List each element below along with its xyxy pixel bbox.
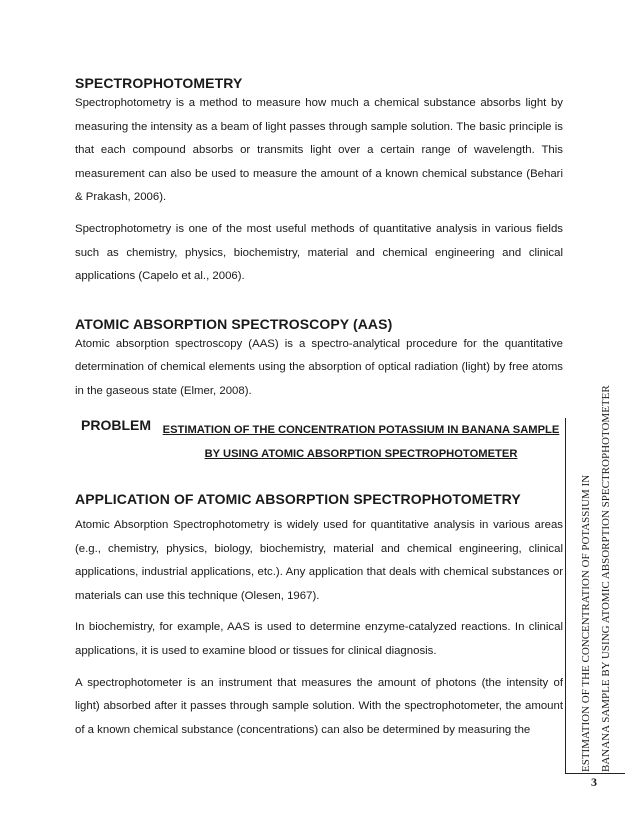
running-title-line-2: BANANA SAMPLE BY USING ATOMIC ABSORPTION SPECTROPHOTOMETER (600, 385, 612, 772)
paragraph-spectrophotometry-definition: Spectrophotometry is a method to measure how much a chemical substance absorbs light by measuring the intensity as a beam of light passes through sample solution. The basic principle is that each compound absorbs or transmits light over a certain range of wavelength. This measurement can also be used to measure the amount of a known chemical substance (Behari & Prakash, 2006). (75, 97, 563, 204)
main-text-column-lower (75, 490, 563, 742)
running-title-line-1: ESTIMATION OF THE CONCENTRATION OF POTASSIUM IN (580, 474, 592, 772)
main-text-column (75, 74, 563, 404)
vertical-running-title (566, 385, 626, 772)
paragraph-spectrophotometry-uses: Spectrophotometry is one of the most useful methods of quantitative analysis in various fields such as chemistry, physics, biochemistry, material and chemical engineering and clinical applications (Capelo et al., 2006). (75, 222, 563, 283)
page-number: 3 (591, 775, 597, 789)
problem-label: PROBLEM (81, 417, 151, 433)
problem-title: ESTIMATION OF THE CONCENTRATION POTASSIUM IN BANANA SAMPLE BY USING ATOMIC ABSORPTION SPECTROPHOTOMETER (162, 424, 560, 460)
paragraph-biochemistry-use: In biochemistry, for example, AAS is used to determine enzyme-catalyzed reactions. In clinical applications, it is used to examine blood or tissues for clinical diagnosis. (75, 621, 563, 657)
paragraph-application-areas: Atomic Absorption Spectrophotometry is widely used for quantitative analysis in various areas (e.g., chemistry, physics, biology, biochemistry, material and chemical engineering, clinical applications, industrial applications, etc.). Any application that deals with chemical substances or materials can use this technique (Olesen, 1967). (75, 519, 563, 602)
footer-divider (565, 773, 625, 774)
section-heading-aas: ATOMIC ABSORPTION SPECTROSCOPY (AAS) (75, 315, 393, 332)
section-heading-spectrophotometry: SPECTROPHOTOMETRY (75, 75, 243, 91)
paragraph-spectrophotometer-instrument: A spectrophotometer is an instrument that measures the amount of photons (the intensity of light) absorbed after it passes through sample solution. With the spectrophotometer, the amount of a known chemical substance (concentrations) can also be determined by measuring the (75, 676, 563, 736)
running-title-text (576, 385, 616, 772)
section-heading-application: APPLICATION OF ATOMIC ABSORPTION SPECTROPHOTOMETRY (75, 491, 521, 507)
paragraph-aas-definition: Atomic absorption spectroscopy (AAS) is a spectro-analytical procedure for the quantitative determination of chemical elements using the absorption of optical radiation (light) by free atoms in the gaseous state (Elmer, 2008). (75, 337, 563, 397)
